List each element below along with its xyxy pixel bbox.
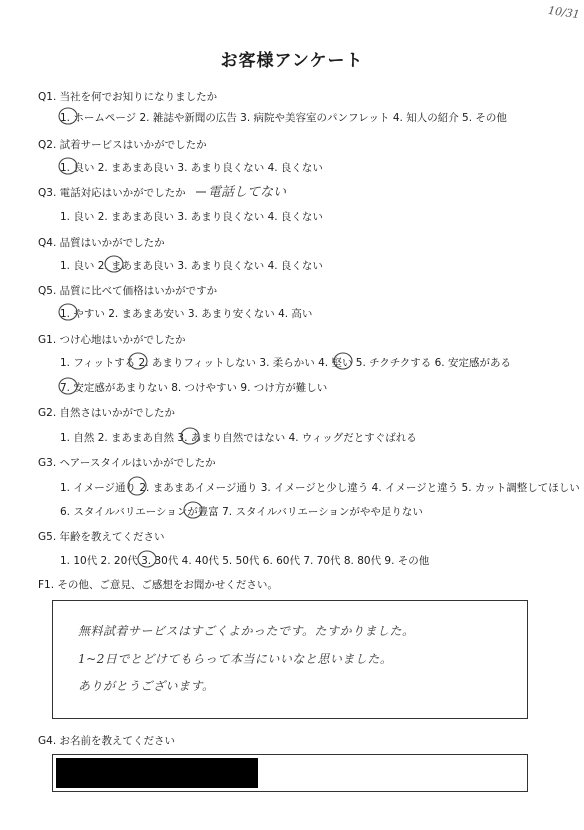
options-g1: 1. フィットする 2. あまりフィットしない 3. 柔らかい 4. 堅い 5. チクチクする 6. 安定感がある [60, 357, 511, 369]
survey-title: お客様アンケート [220, 51, 364, 71]
circle-g1-7 [59, 378, 77, 394]
circle-q5-1 [59, 304, 77, 320]
circle-g3-7 [184, 502, 202, 518]
circle-g1-5 [334, 353, 352, 369]
question-g1: G1. つけ心地はいかがでしたか [38, 334, 186, 346]
circle-q4-2 [105, 256, 123, 272]
question-q5: Q5. 品質に比べて価格はいかがですか [38, 285, 218, 297]
comment-line-1: 無料試着サービスはすごくよかったです。たすかりました。 [78, 624, 415, 638]
options-g3: 1. イメージ通り 2. まあまあイメージ通り 3. イメージと少し違う 4. イメージと違う 5. カット調整してほしい [60, 482, 580, 494]
options-q2: 1. 良い 2. まあまあ良い 3. あまり良くない 4. 良くない [60, 162, 323, 174]
question-q2: Q2. 試着サービスはいかがでしたか [38, 139, 207, 151]
question-g4: G4. お名前を教えてください [38, 735, 175, 747]
question-q3: Q3. 電話対応はいかがでしたか [38, 187, 186, 199]
options-q3: 1. 良い 2. まあまあ良い 3. あまり良くない 4. 良くない [60, 211, 323, 223]
question-g5: G5. 年齢を教えてください [38, 531, 165, 543]
options-q5: 1. やすい 2. まあまあ安い 3. あまり安くない 4. 高い [60, 308, 313, 320]
question-q1: Q1. 当社を何でお知りになりましたか [38, 91, 218, 103]
options-g5: 1. 10代 2. 20代 3. 30代 4. 40代 5. 50代 6. 60代 7. 70代 8. 80代 9. その他 [60, 555, 430, 567]
options-q1: 1. ホームページ 2. 雑誌や新聞の広告 3. 病院や美容室のパンフレット 4. 知人の紹介 5. その他 [60, 112, 507, 124]
question-f1: F1. その他、ご意見、ご感想をお聞かせください。 [38, 579, 278, 591]
handwritten-date: 10/31 [547, 3, 581, 22]
circle-g5-3 [138, 551, 156, 567]
circle-g2-3 [181, 428, 199, 444]
question-g3: G3. ヘアースタイルはいかがでしたか [38, 457, 216, 469]
options-q4: 1. 良い 2. まあまあ良い 3. あまり良くない 4. 良くない [60, 260, 323, 272]
circle-q2-1 [59, 158, 77, 174]
options-g2: 1. 自然 2. まあまあ自然 3. あまり自然ではない 4. ウィッグだとすぐばれる [60, 432, 417, 444]
question-q4: Q4. 品質はいかがでしたか [38, 237, 165, 249]
question-g2: G2. 自然さはいかがでしたか [38, 407, 175, 419]
q3-handwritten-note: 電話してない [208, 185, 287, 200]
options-g1-row2: 7. 安定感があまりない 8. つけやすい 9. つけ方が難しい [60, 382, 328, 394]
comment-line-3: ありがとうございます。 [78, 679, 215, 693]
options-g3-row2: 6. スタイルバリエーションが豊富 7. スタイルバリエーションがやや足りない [60, 506, 423, 518]
circle-q1-1 [59, 108, 77, 124]
circle-g3-2 [128, 477, 146, 495]
comment-line-2: 1~2日でとどけてもらって本当にいいなと思いました。 [78, 652, 393, 666]
circle-g1-2 [129, 353, 147, 369]
